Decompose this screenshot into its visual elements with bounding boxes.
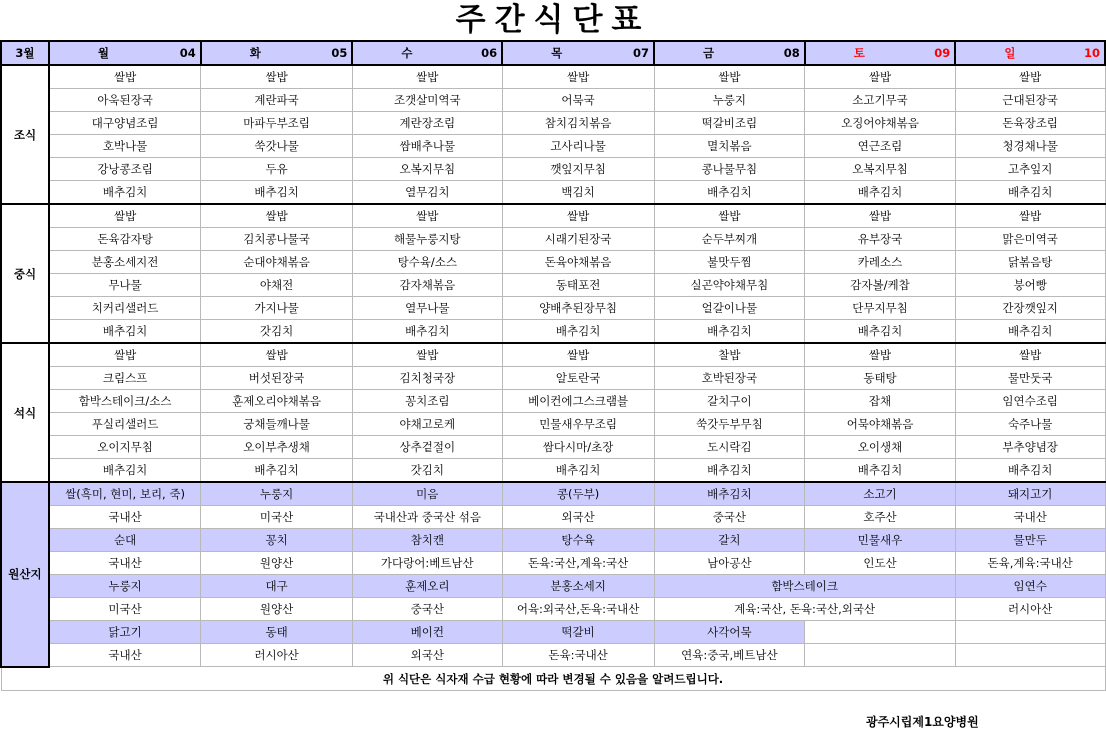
menu-cell: 쌀밥 bbox=[201, 343, 353, 367]
menu-row bbox=[1, 181, 1105, 205]
menu-cell: 동태포전 bbox=[502, 274, 654, 297]
menu-cell: 호박나물 bbox=[49, 135, 201, 158]
menu-cell: 누룽지 bbox=[654, 89, 805, 112]
menu-row bbox=[1, 112, 1105, 135]
menu-cell: 꽁치조림 bbox=[352, 390, 502, 413]
menu-row bbox=[1, 436, 1105, 459]
day-header bbox=[502, 41, 654, 65]
day-header bbox=[352, 41, 502, 65]
menu-cell: 배추김치 bbox=[805, 320, 956, 344]
menu-cell: 쌀밥 bbox=[955, 343, 1105, 367]
menu-cell: 조갯살미역국 bbox=[352, 89, 502, 112]
menu-cell: 배추김치 bbox=[955, 181, 1105, 205]
menu-cell: 맑은미역국 bbox=[955, 228, 1105, 251]
menu-cell: 분홍소세지전 bbox=[49, 251, 201, 274]
menu-cell: 불맛두찜 bbox=[654, 251, 805, 274]
menu-cell: 순두부찌개 bbox=[654, 228, 805, 251]
menu-cell: 유부장국 bbox=[805, 228, 956, 251]
menu-cell: 오징어야채볶음 bbox=[805, 112, 956, 135]
day-date: 07 bbox=[633, 46, 650, 60]
origin-cell: 배추김치 bbox=[654, 482, 805, 506]
menu-row bbox=[1, 65, 1105, 89]
menu-cell: 배추김치 bbox=[805, 181, 956, 205]
menu-cell: 숙주나물 bbox=[955, 413, 1105, 436]
menu-cell: 쌀밥 bbox=[49, 204, 201, 228]
menu-cell: 도시락김 bbox=[654, 436, 805, 459]
menu-cell: 아욱된장국 bbox=[49, 89, 201, 112]
notice-text: 위 식단은 식자재 수급 현황에 따라 변경될 수 있음을 알려드립니다. bbox=[1, 667, 1105, 691]
notice-row bbox=[1, 667, 1105, 691]
origin-cell: 누룽지 bbox=[201, 482, 353, 506]
origin-cell: 분홍소세지 bbox=[502, 575, 654, 598]
origin-cell: 물만두 bbox=[955, 529, 1105, 552]
origin-label: 원산지 bbox=[1, 482, 49, 667]
menu-cell: 푸실리샐러드 bbox=[49, 413, 201, 436]
menu-cell: 배추김치 bbox=[49, 320, 201, 344]
origin-cell bbox=[805, 644, 956, 667]
origin-cell: 러시아산 bbox=[955, 598, 1105, 621]
origin-cell: 외국산 bbox=[502, 506, 654, 529]
menu-cell: 알토란국 bbox=[502, 367, 654, 390]
origin-cell: 어육:외국산,돈육:국내산 bbox=[502, 598, 654, 621]
menu-cell: 돈육감자탕 bbox=[49, 228, 201, 251]
origin-cell: 가다랑어:베트남산 bbox=[352, 552, 502, 575]
menu-cell: 어묵야채볶음 bbox=[805, 413, 956, 436]
meal-label: 중식 bbox=[1, 204, 49, 343]
origin-cell: 국내산 bbox=[49, 644, 201, 667]
origin-cell: 국내산 bbox=[955, 506, 1105, 529]
day-date: 04 bbox=[179, 46, 196, 60]
menu-cell: 고추잎지 bbox=[955, 158, 1105, 181]
menu-row bbox=[1, 274, 1105, 297]
origin-cell: 중국산 bbox=[352, 598, 502, 621]
menu-cell: 치커리샐러드 bbox=[49, 297, 201, 320]
menu-cell: 가지나물 bbox=[201, 297, 353, 320]
origin-cell bbox=[955, 621, 1105, 644]
origin-cell: 콩(두부) bbox=[502, 482, 654, 506]
menu-cell: 궁채들깨나물 bbox=[201, 413, 353, 436]
menu-cell: 오이부추생채 bbox=[201, 436, 353, 459]
origin-cell: 중국산 bbox=[654, 506, 805, 529]
menu-row bbox=[1, 204, 1105, 228]
menu-cell: 야채전 bbox=[201, 274, 353, 297]
menu-cell: 청경채나물 bbox=[955, 135, 1105, 158]
origin-cell: 소고기 bbox=[805, 482, 956, 506]
origin-cell: 훈제오리 bbox=[352, 575, 502, 598]
day-header bbox=[201, 41, 353, 65]
menu-cell: 상추겉절이 bbox=[352, 436, 502, 459]
origin-item-row bbox=[1, 575, 1105, 598]
menu-cell: 찰밥 bbox=[654, 343, 805, 367]
day-name: 금 bbox=[703, 46, 715, 60]
menu-cell: 쌀밥 bbox=[49, 65, 201, 89]
menu-cell: 민물새우무조림 bbox=[502, 413, 654, 436]
menu-cell: 카레소스 bbox=[805, 251, 956, 274]
menu-cell: 계란파국 bbox=[201, 89, 353, 112]
menu-row bbox=[1, 320, 1105, 344]
menu-cell: 쑥갓나물 bbox=[201, 135, 353, 158]
menu-cell: 물만둣국 bbox=[955, 367, 1105, 390]
origin-item-row bbox=[1, 482, 1105, 506]
menu-cell: 배추김치 bbox=[955, 459, 1105, 483]
origin-item-row bbox=[1, 529, 1105, 552]
menu-cell: 배추김치 bbox=[502, 459, 654, 483]
origin-cell: 원양산 bbox=[201, 598, 353, 621]
origin-cell: 국내산 bbox=[49, 506, 201, 529]
day-name: 화 bbox=[249, 46, 261, 60]
menu-cell: 감자채볶음 bbox=[352, 274, 502, 297]
menu-cell: 호박된장국 bbox=[654, 367, 805, 390]
menu-cell: 배추김치 bbox=[502, 320, 654, 344]
menu-cell: 베이컨에그스크램블 bbox=[502, 390, 654, 413]
menu-cell: 쌀밥 bbox=[805, 65, 956, 89]
menu-cell: 잡채 bbox=[805, 390, 956, 413]
menu-row bbox=[1, 367, 1105, 390]
menu-cell: 실곤약야채무침 bbox=[654, 274, 805, 297]
menu-cell: 열무김치 bbox=[352, 181, 502, 205]
origin-cell: 원양산 bbox=[201, 552, 353, 575]
menu-table bbox=[0, 40, 1106, 691]
menu-cell: 쌈다시마/초장 bbox=[502, 436, 654, 459]
origin-cell: 돼지고기 bbox=[955, 482, 1105, 506]
origin-cell: 사각어묵 bbox=[654, 621, 805, 644]
menu-cell: 쌀밥 bbox=[352, 65, 502, 89]
origin-item-row bbox=[1, 621, 1105, 644]
menu-cell: 얼갈이나물 bbox=[654, 297, 805, 320]
menu-cell: 쌀밥 bbox=[502, 65, 654, 89]
origin-cell: 미국산 bbox=[49, 598, 201, 621]
menu-row bbox=[1, 135, 1105, 158]
menu-cell: 쌀밥 bbox=[201, 65, 353, 89]
origin-country-row bbox=[1, 506, 1105, 529]
menu-cell: 열무나물 bbox=[352, 297, 502, 320]
day-date: 08 bbox=[783, 46, 800, 60]
origin-cell: 떡갈비 bbox=[502, 621, 654, 644]
day-name: 월 bbox=[97, 46, 110, 60]
menu-cell: 배추김치 bbox=[49, 181, 201, 205]
menu-cell: 강낭콩조림 bbox=[49, 158, 201, 181]
menu-cell: 배추김치 bbox=[654, 181, 805, 205]
origin-cell: 돈육:국산,계육:국산 bbox=[502, 552, 654, 575]
menu-cell: 떡갈비조림 bbox=[654, 112, 805, 135]
origin-cell: 돈육,계육:국내산 bbox=[955, 552, 1105, 575]
menu-cell: 돈육야채볶음 bbox=[502, 251, 654, 274]
day-date: 05 bbox=[331, 46, 348, 60]
menu-cell: 쌈배추나물 bbox=[352, 135, 502, 158]
menu-cell: 훈제오리야채볶음 bbox=[201, 390, 353, 413]
menu-row bbox=[1, 228, 1105, 251]
origin-cell: 순대 bbox=[49, 529, 201, 552]
menu-cell: 쌀밥 bbox=[502, 204, 654, 228]
menu-cell: 대구양념조림 bbox=[49, 112, 201, 135]
menu-cell: 오이지무침 bbox=[49, 436, 201, 459]
menu-cell: 콩나물무침 bbox=[654, 158, 805, 181]
menu-cell: 임연수조림 bbox=[955, 390, 1105, 413]
menu-cell: 오복지무침 bbox=[352, 158, 502, 181]
header-row bbox=[1, 41, 1105, 65]
menu-row bbox=[1, 89, 1105, 112]
menu-cell: 참치김치볶음 bbox=[502, 112, 654, 135]
origin-country-row bbox=[1, 552, 1105, 575]
origin-cell: 닭고기 bbox=[49, 621, 201, 644]
origin-cell: 민물새우 bbox=[805, 529, 956, 552]
menu-cell: 계란장조림 bbox=[352, 112, 502, 135]
menu-cell: 쌀밥 bbox=[955, 204, 1105, 228]
day-header bbox=[49, 41, 201, 65]
menu-cell: 붕어빵 bbox=[955, 274, 1105, 297]
origin-cell: 연육:중국,베트남산 bbox=[654, 644, 805, 667]
menu-cell: 오복지무침 bbox=[805, 158, 956, 181]
menu-cell: 배추김치 bbox=[352, 320, 502, 344]
menu-cell: 배추김치 bbox=[654, 320, 805, 344]
menu-row bbox=[1, 158, 1105, 181]
menu-cell: 갓김치 bbox=[201, 320, 353, 344]
origin-cell: 남아공산 bbox=[654, 552, 805, 575]
menu-cell: 배추김치 bbox=[955, 320, 1105, 344]
day-name: 일 bbox=[1004, 46, 1016, 60]
menu-cell: 순대야채볶음 bbox=[201, 251, 353, 274]
origin-country-row bbox=[1, 598, 1105, 621]
menu-row bbox=[1, 251, 1105, 274]
menu-cell: 쑥갓두부무침 bbox=[654, 413, 805, 436]
menu-cell: 백김치 bbox=[502, 181, 654, 205]
menu-cell: 크림스프 bbox=[49, 367, 201, 390]
menu-row bbox=[1, 390, 1105, 413]
menu-cell: 쌀밥 bbox=[49, 343, 201, 367]
day-date: 10 bbox=[1083, 46, 1100, 60]
menu-cell: 갓김치 bbox=[352, 459, 502, 483]
origin-cell: 동태 bbox=[201, 621, 353, 644]
month-cell: 3월 bbox=[1, 41, 49, 65]
menu-cell: 해물누룽지탕 bbox=[352, 228, 502, 251]
menu-cell: 쌀밥 bbox=[805, 204, 956, 228]
menu-cell: 단무지무침 bbox=[805, 297, 956, 320]
origin-cell bbox=[805, 621, 956, 644]
origin-cell: 누룽지 bbox=[49, 575, 201, 598]
menu-cell: 동태탕 bbox=[805, 367, 956, 390]
menu-cell: 쌀밥 bbox=[654, 65, 805, 89]
origin-cell: 돈육:국내산 bbox=[502, 644, 654, 667]
origin-cell: 미국산 bbox=[201, 506, 353, 529]
menu-cell: 쌀밥 bbox=[201, 204, 353, 228]
menu-cell: 어묵국 bbox=[502, 89, 654, 112]
origin-cell: 미음 bbox=[352, 482, 502, 506]
menu-cell: 감자볼/케찹 bbox=[805, 274, 956, 297]
day-date: 06 bbox=[481, 46, 498, 60]
menu-cell: 무나물 bbox=[49, 274, 201, 297]
origin-cell: 탕수육 bbox=[502, 529, 654, 552]
day-header bbox=[654, 41, 805, 65]
menu-cell: 간장깻잎지 bbox=[955, 297, 1105, 320]
menu-cell: 시래기된장국 bbox=[502, 228, 654, 251]
menu-cell: 소고기무국 bbox=[805, 89, 956, 112]
day-date: 09 bbox=[934, 46, 951, 60]
menu-cell: 고사리나물 bbox=[502, 135, 654, 158]
menu-row bbox=[1, 459, 1105, 483]
origin-country-row bbox=[1, 644, 1105, 667]
menu-row bbox=[1, 343, 1105, 367]
menu-cell: 야채고로케 bbox=[352, 413, 502, 436]
day-name: 목 bbox=[551, 46, 563, 60]
origin-cell: 쌀(흑미, 현미, 보리, 죽) bbox=[49, 482, 201, 506]
origin-cell: 러시아산 bbox=[201, 644, 353, 667]
origin-cell: 꽁치 bbox=[201, 529, 353, 552]
menu-cell: 근대된장국 bbox=[955, 89, 1105, 112]
origin-cell: 국내산 bbox=[49, 552, 201, 575]
page-title: 주간식단표 bbox=[455, 2, 651, 38]
origin-cell: 함박스테이크 bbox=[654, 575, 955, 598]
menu-cell: 쌀밥 bbox=[805, 343, 956, 367]
menu-cell: 돈육장조림 bbox=[955, 112, 1105, 135]
menu-cell: 멸치볶음 bbox=[654, 135, 805, 158]
menu-cell: 오이생채 bbox=[805, 436, 956, 459]
menu-cell: 버섯된장국 bbox=[201, 367, 353, 390]
menu-cell: 쌀밥 bbox=[654, 204, 805, 228]
origin-cell: 외국산 bbox=[352, 644, 502, 667]
menu-row bbox=[1, 413, 1105, 436]
origin-cell: 대구 bbox=[201, 575, 353, 598]
menu-cell: 배추김치 bbox=[201, 181, 353, 205]
origin-cell: 갈치 bbox=[654, 529, 805, 552]
menu-cell: 배추김치 bbox=[805, 459, 956, 483]
origin-cell: 인도산 bbox=[805, 552, 956, 575]
menu-cell: 쌀밥 bbox=[502, 343, 654, 367]
day-name: 수 bbox=[401, 46, 413, 60]
origin-cell: 임연수 bbox=[955, 575, 1105, 598]
origin-cell bbox=[955, 644, 1105, 667]
origin-cell: 계육:국산, 돈육:국산,외국산 bbox=[654, 598, 955, 621]
menu-cell: 연근조림 bbox=[805, 135, 956, 158]
meal-label: 석식 bbox=[1, 343, 49, 482]
origin-cell: 참치캔 bbox=[352, 529, 502, 552]
day-header bbox=[805, 41, 956, 65]
menu-cell: 닭볶음탕 bbox=[955, 251, 1105, 274]
menu-cell: 갈치구이 bbox=[654, 390, 805, 413]
menu-cell: 탕수육/소스 bbox=[352, 251, 502, 274]
origin-cell: 호주산 bbox=[805, 506, 956, 529]
menu-cell: 함박스테이크/소스 bbox=[49, 390, 201, 413]
day-name: 토 bbox=[853, 46, 865, 60]
meal-label: 조식 bbox=[1, 65, 49, 204]
menu-cell: 쌀밥 bbox=[352, 343, 502, 367]
menu-cell: 양배추된장무침 bbox=[502, 297, 654, 320]
menu-cell: 부추양념장 bbox=[955, 436, 1105, 459]
hospital-name: 광주시립제1요양병원 bbox=[866, 715, 979, 729]
menu-cell: 쌀밥 bbox=[352, 204, 502, 228]
menu-cell: 깻잎지무침 bbox=[502, 158, 654, 181]
origin-cell: 국내산과 중국산 섞음 bbox=[352, 506, 502, 529]
menu-cell: 배추김치 bbox=[49, 459, 201, 483]
menu-cell: 김치청국장 bbox=[352, 367, 502, 390]
menu-row bbox=[1, 297, 1105, 320]
menu-cell: 김치콩나물국 bbox=[201, 228, 353, 251]
origin-cell: 베이컨 bbox=[352, 621, 502, 644]
menu-cell: 배추김치 bbox=[654, 459, 805, 483]
menu-cell: 배추김치 bbox=[201, 459, 353, 483]
day-header bbox=[955, 41, 1105, 65]
menu-cell: 두유 bbox=[201, 158, 353, 181]
menu-cell: 마파두부조림 bbox=[201, 112, 353, 135]
menu-cell: 쌀밥 bbox=[955, 65, 1105, 89]
